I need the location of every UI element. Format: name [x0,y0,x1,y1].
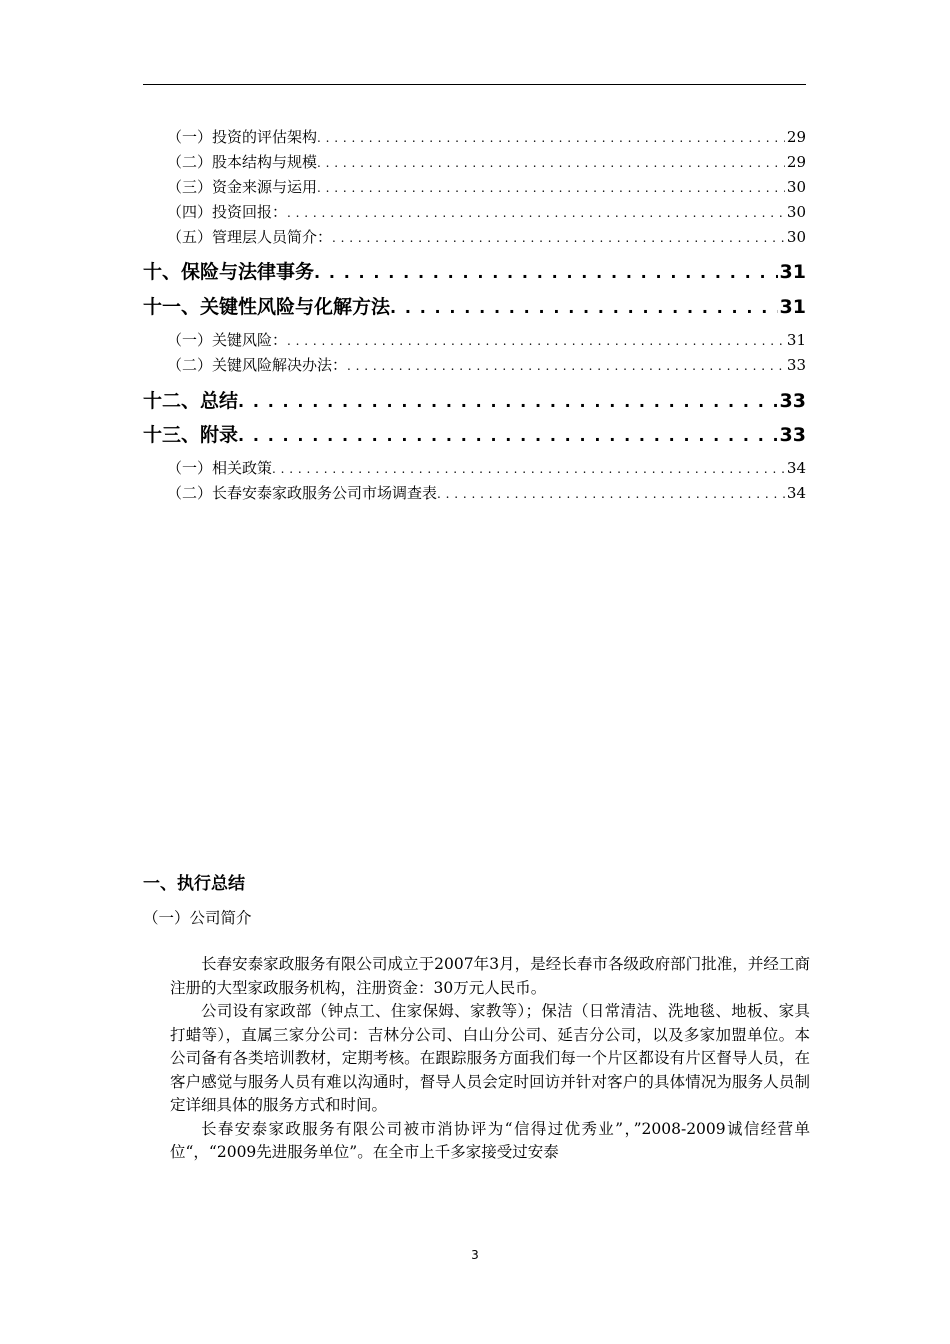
toc-leader [272,462,785,476]
toc-chapter[interactable] [143,257,806,285]
toc-entry[interactable] [167,126,806,148]
toc-leader [347,359,785,373]
toc-entry-page: 30 [786,228,806,246]
toc-entry-page: 29 [786,153,806,171]
toc-entry-page: 31 [786,331,806,349]
section-subheading: （一）公司简介 [143,909,252,927]
toc-leader [317,156,785,170]
toc-leader [287,334,785,348]
toc-entry-title: （四）投资回报： [167,203,288,221]
toc-chapter-page: 31 [779,296,806,318]
toc-chapter-title: 十一、关键性风险与化解方法 [143,296,391,318]
toc-entry-page: 34 [786,459,806,477]
toc-leader [238,392,778,411]
toc-entry-page: 30 [786,203,806,221]
toc-leader [317,131,785,145]
toc-chapter-page: 33 [779,424,806,446]
toc-leader [314,263,778,282]
toc-entry[interactable] [167,482,806,504]
toc-entry-page: 33 [786,356,806,374]
section-heading: 一、执行总结 [143,874,245,894]
toc-entry[interactable] [167,201,806,223]
paragraph: 长春安泰家政服务有限公司被市消协评为“信得过优秀业”，”2008-2009诚信经营单位“，“2009先进服务单位”。在全市上千多家接受过安泰 [170,1119,810,1161]
toc-chapter-page: 31 [779,261,806,283]
toc-entry[interactable] [167,329,806,351]
section-body [170,953,810,1165]
toc-leader [332,231,785,245]
toc-entry-page: 34 [786,484,806,502]
toc-entry[interactable] [167,176,806,198]
toc-entry-page: 29 [786,128,806,146]
toc-chapter[interactable] [143,386,806,414]
toc-leader [317,181,785,195]
toc-chapter-page: 33 [779,390,806,412]
toc-chapter-title: 十、保险与法律事务 [143,261,315,283]
toc-chapter[interactable] [143,420,806,448]
toc-entry-title: （二）关键风险解决办法： [167,356,348,374]
toc-entry-title: （二）股本结构与规模 [167,153,318,171]
toc-leader [437,487,785,501]
toc-chapter[interactable] [143,292,806,320]
toc-entry-title: （五）管理层人员简介： [167,228,333,246]
toc-entry-title: （一）关键风险： [167,331,288,349]
toc-entry-title: （一）相关政策 [167,459,273,477]
toc-entry-title: （一）投资的评估架构 [167,128,318,146]
toc-entry-title: （三）资金来源与运用 [167,178,318,196]
toc-chapter-title: 十三、附录 [143,424,239,446]
paragraph: 公司设有家政部（钟点工、住家保姆、家教等）；保洁（日常清洁、洗地毯、地板、家具打蜡等），直属三家分公司：吉林分公司、白山分公司、延吉分公司，以及多家加盟单位。本公司备有各类培训教材，定期考核。在跟踪服务方面我们每一个片区都设有片区督导人员，在客户感觉与服务人员有难以沟通时，督导人员会定时回访并针对客户的具体情况为服务人员制定详细具体的服务方式和时间。 [170,1002,810,1114]
page-number: 3 [471,1248,479,1262]
toc-leader [238,426,778,445]
toc-entry-title: （二）长春安泰家政服务公司市场调查表 [167,484,438,502]
toc-entry-page: 30 [786,178,806,196]
toc-entry[interactable] [167,151,806,173]
paragraph: 长春安泰家政服务有限公司成立于2007年3月，是经长春市各级政府部门批准，并经工商注册的大型家政服务机构，注册资金：30万元人民币。 [170,955,810,997]
toc-leader [287,206,785,220]
toc-chapter-title: 十二、总结 [143,390,239,412]
toc-leader [390,298,778,317]
toc-entry[interactable] [167,457,806,479]
toc-entry[interactable] [167,354,806,376]
toc-entry[interactable] [167,226,806,248]
table-of-contents [143,0,806,520]
